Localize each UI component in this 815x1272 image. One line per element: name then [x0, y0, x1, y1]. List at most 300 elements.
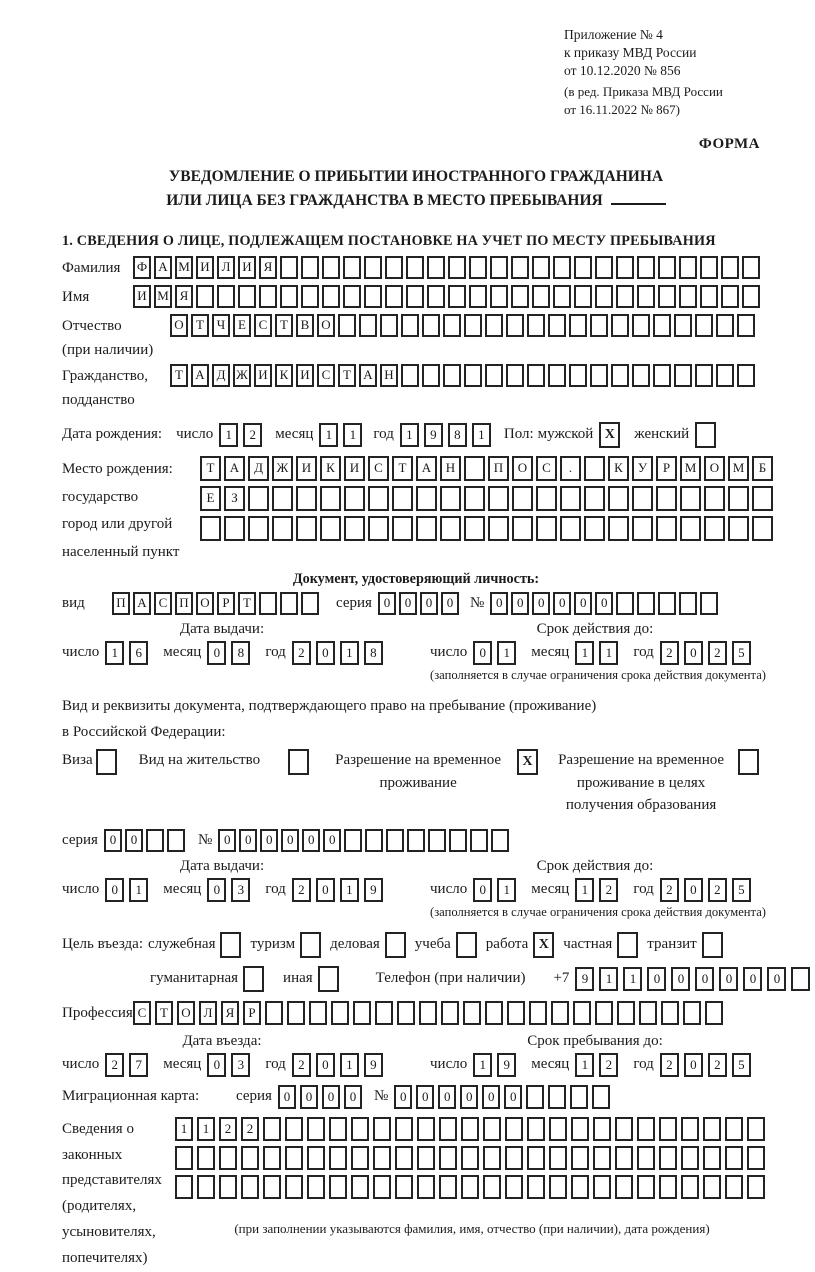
- char-cell[interactable]: 1: [340, 878, 359, 902]
- char-cell[interactable]: [344, 486, 365, 511]
- char-cell[interactable]: [674, 364, 692, 387]
- char-cell[interactable]: В: [296, 314, 314, 337]
- char-cell[interactable]: 2: [599, 878, 618, 902]
- char-cell[interactable]: Т: [238, 592, 256, 615]
- char-cell[interactable]: [416, 486, 437, 511]
- char-cell[interactable]: [716, 314, 734, 337]
- char-cell[interactable]: [301, 285, 319, 308]
- char-cell[interactable]: [329, 1117, 347, 1141]
- char-cell[interactable]: 0: [473, 878, 492, 902]
- char-cell[interactable]: [401, 364, 419, 387]
- char-cell[interactable]: [592, 1085, 610, 1109]
- char-cell[interactable]: А: [416, 456, 437, 481]
- char-cell[interactable]: [659, 1117, 677, 1141]
- char-cell[interactable]: 2: [241, 1117, 259, 1141]
- char-cell[interactable]: Т: [200, 456, 221, 481]
- char-cell[interactable]: И: [296, 456, 317, 481]
- char-cell[interactable]: [617, 1001, 635, 1025]
- char-cell[interactable]: У: [632, 456, 653, 481]
- char-cell[interactable]: [574, 285, 592, 308]
- char-cell[interactable]: [365, 829, 383, 852]
- char-cell[interactable]: [353, 1001, 371, 1025]
- char-cell[interactable]: 1: [129, 878, 148, 902]
- char-cell[interactable]: Ч: [212, 314, 230, 337]
- char-cell[interactable]: [593, 1175, 611, 1199]
- char-cell[interactable]: 5: [732, 641, 751, 665]
- char-cell[interactable]: [505, 1175, 523, 1199]
- char-cell[interactable]: [548, 1085, 566, 1109]
- char-cell[interactable]: [615, 1117, 633, 1141]
- char-cell[interactable]: 0: [553, 592, 571, 615]
- char-cell[interactable]: [461, 1175, 479, 1199]
- char-cell[interactable]: М: [728, 456, 749, 481]
- char-cell[interactable]: [571, 1146, 589, 1170]
- char-cell[interactable]: О: [196, 592, 214, 615]
- char-cell[interactable]: 1: [175, 1117, 193, 1141]
- char-cell[interactable]: [658, 256, 676, 279]
- char-cell[interactable]: 0: [302, 829, 320, 852]
- char-cell[interactable]: М: [154, 285, 172, 308]
- char-cell[interactable]: [422, 364, 440, 387]
- char-cell[interactable]: 0: [490, 592, 508, 615]
- char-cell[interactable]: С: [133, 1001, 151, 1025]
- char-cell[interactable]: [549, 1146, 567, 1170]
- char-cell[interactable]: [506, 364, 524, 387]
- char-cell[interactable]: [238, 285, 256, 308]
- char-cell[interactable]: О: [704, 456, 725, 481]
- char-cell[interactable]: 0: [207, 641, 226, 665]
- char-cell[interactable]: [593, 1117, 611, 1141]
- char-cell[interactable]: [752, 516, 773, 541]
- char-cell[interactable]: [680, 486, 701, 511]
- char-cell[interactable]: О: [177, 1001, 195, 1025]
- char-cell[interactable]: [287, 1001, 305, 1025]
- char-cell[interactable]: [385, 256, 403, 279]
- char-cell[interactable]: С: [536, 456, 557, 481]
- char-cell[interactable]: [469, 285, 487, 308]
- char-cell[interactable]: [590, 364, 608, 387]
- char-cell[interactable]: 5: [732, 1053, 751, 1077]
- char-cell[interactable]: [265, 1001, 283, 1025]
- char-cell[interactable]: [700, 285, 718, 308]
- char-cell[interactable]: А: [359, 364, 377, 387]
- char-cell[interactable]: О: [170, 314, 188, 337]
- char-cell[interactable]: К: [275, 364, 293, 387]
- char-cell[interactable]: 3: [231, 878, 250, 902]
- char-cell[interactable]: [373, 1146, 391, 1170]
- char-cell[interactable]: [680, 516, 701, 541]
- char-cell[interactable]: [483, 1175, 501, 1199]
- char-cell[interactable]: [307, 1117, 325, 1141]
- char-cell[interactable]: И: [196, 256, 214, 279]
- char-cell[interactable]: 1: [340, 641, 359, 665]
- char-cell[interactable]: Р: [656, 456, 677, 481]
- char-cell[interactable]: А: [191, 364, 209, 387]
- char-cell[interactable]: 0: [316, 878, 335, 902]
- char-cell[interactable]: А: [133, 592, 151, 615]
- char-cell[interactable]: [593, 1146, 611, 1170]
- char-cell[interactable]: 0: [511, 592, 529, 615]
- char-cell[interactable]: [632, 364, 650, 387]
- char-cell[interactable]: 0: [323, 829, 341, 852]
- char-cell[interactable]: И: [344, 456, 365, 481]
- char-cell[interactable]: [197, 1146, 215, 1170]
- char-cell[interactable]: 0: [207, 878, 226, 902]
- char-cell[interactable]: [532, 285, 550, 308]
- char-cell[interactable]: Я: [259, 256, 277, 279]
- char-cell[interactable]: [301, 256, 319, 279]
- char-cell[interactable]: [439, 1175, 457, 1199]
- purpose-work-checkbox[interactable]: X: [533, 932, 554, 958]
- char-cell[interactable]: 0: [671, 967, 690, 991]
- char-cell[interactable]: [569, 364, 587, 387]
- char-cell[interactable]: 0: [125, 829, 143, 852]
- char-cell[interactable]: 8: [448, 423, 467, 447]
- char-cell[interactable]: 0: [420, 592, 438, 615]
- char-cell[interactable]: [241, 1146, 259, 1170]
- purpose-private-checkbox[interactable]: [617, 932, 638, 958]
- char-cell[interactable]: [280, 592, 298, 615]
- char-cell[interactable]: [659, 1146, 677, 1170]
- char-cell[interactable]: [571, 1175, 589, 1199]
- char-cell[interactable]: Л: [217, 256, 235, 279]
- char-cell[interactable]: 5: [732, 878, 751, 902]
- char-cell[interactable]: [470, 829, 488, 852]
- char-cell[interactable]: [703, 1175, 721, 1199]
- char-cell[interactable]: [392, 486, 413, 511]
- char-cell[interactable]: [241, 1175, 259, 1199]
- purpose-other-checkbox[interactable]: [318, 966, 339, 992]
- char-cell[interactable]: 1: [599, 641, 618, 665]
- char-cell[interactable]: [385, 285, 403, 308]
- char-cell[interactable]: [595, 1001, 613, 1025]
- char-cell[interactable]: 2: [660, 1053, 679, 1077]
- char-cell[interactable]: 1: [575, 878, 594, 902]
- char-cell[interactable]: [320, 486, 341, 511]
- char-cell[interactable]: Б: [752, 456, 773, 481]
- char-cell[interactable]: 6: [129, 641, 148, 665]
- char-cell[interactable]: [584, 456, 605, 481]
- temp-residence-edu-checkbox[interactable]: [738, 749, 759, 775]
- char-cell[interactable]: [301, 592, 319, 615]
- char-cell[interactable]: [217, 285, 235, 308]
- char-cell[interactable]: З: [224, 486, 245, 511]
- char-cell[interactable]: 0: [574, 592, 592, 615]
- char-cell[interactable]: 1: [472, 423, 491, 447]
- char-cell[interactable]: [595, 285, 613, 308]
- purpose-study-checkbox[interactable]: [456, 932, 477, 958]
- char-cell[interactable]: [703, 1117, 721, 1141]
- char-cell[interactable]: 0: [684, 1053, 703, 1077]
- char-cell[interactable]: [338, 314, 356, 337]
- char-cell[interactable]: [527, 1117, 545, 1141]
- char-cell[interactable]: 0: [322, 1085, 340, 1109]
- char-cell[interactable]: И: [133, 285, 151, 308]
- char-cell[interactable]: [416, 516, 437, 541]
- char-cell[interactable]: [752, 486, 773, 511]
- char-cell[interactable]: [679, 285, 697, 308]
- char-cell[interactable]: [616, 592, 634, 615]
- char-cell[interactable]: [344, 829, 362, 852]
- char-cell[interactable]: 0: [207, 1053, 226, 1077]
- char-cell[interactable]: [307, 1146, 325, 1170]
- char-cell[interactable]: [560, 516, 581, 541]
- char-cell[interactable]: [272, 486, 293, 511]
- char-cell[interactable]: [695, 314, 713, 337]
- char-cell[interactable]: [483, 1146, 501, 1170]
- char-cell[interactable]: 8: [364, 641, 383, 665]
- char-cell[interactable]: [296, 516, 317, 541]
- char-cell[interactable]: [527, 314, 545, 337]
- char-cell[interactable]: 1: [575, 1053, 594, 1077]
- temp-residence-checkbox[interactable]: X: [517, 749, 538, 775]
- char-cell[interactable]: [386, 829, 404, 852]
- char-cell[interactable]: [417, 1146, 435, 1170]
- char-cell[interactable]: [637, 285, 655, 308]
- char-cell[interactable]: 0: [416, 1085, 434, 1109]
- char-cell[interactable]: [505, 1146, 523, 1170]
- char-cell[interactable]: [419, 1001, 437, 1025]
- char-cell[interactable]: [573, 1001, 591, 1025]
- char-cell[interactable]: 0: [218, 829, 236, 852]
- char-cell[interactable]: П: [112, 592, 130, 615]
- char-cell[interactable]: 0: [239, 829, 257, 852]
- char-cell[interactable]: [309, 1001, 327, 1025]
- char-cell[interactable]: 0: [300, 1085, 318, 1109]
- char-cell[interactable]: [219, 1146, 237, 1170]
- char-cell[interactable]: .: [560, 456, 581, 481]
- char-cell[interactable]: [512, 486, 533, 511]
- char-cell[interactable]: [511, 285, 529, 308]
- char-cell[interactable]: 2: [708, 878, 727, 902]
- char-cell[interactable]: [175, 1175, 193, 1199]
- char-cell[interactable]: 0: [316, 1053, 335, 1077]
- char-cell[interactable]: [716, 364, 734, 387]
- purpose-humanitarian-checkbox[interactable]: [243, 966, 264, 992]
- char-cell[interactable]: [658, 285, 676, 308]
- char-cell[interactable]: [549, 1117, 567, 1141]
- char-cell[interactable]: [488, 516, 509, 541]
- char-cell[interactable]: [448, 285, 466, 308]
- char-cell[interactable]: [571, 1117, 589, 1141]
- char-cell[interactable]: П: [175, 592, 193, 615]
- char-cell[interactable]: Т: [275, 314, 293, 337]
- char-cell[interactable]: [679, 592, 697, 615]
- char-cell[interactable]: С: [254, 314, 272, 337]
- char-cell[interactable]: [464, 364, 482, 387]
- char-cell[interactable]: С: [317, 364, 335, 387]
- char-cell[interactable]: [569, 314, 587, 337]
- char-cell[interactable]: [491, 829, 509, 852]
- char-cell[interactable]: [505, 1117, 523, 1141]
- char-cell[interactable]: [406, 285, 424, 308]
- char-cell[interactable]: 0: [438, 1085, 456, 1109]
- char-cell[interactable]: А: [224, 456, 245, 481]
- char-cell[interactable]: [219, 1175, 237, 1199]
- char-cell[interactable]: [448, 256, 466, 279]
- char-cell[interactable]: 1: [575, 641, 594, 665]
- char-cell[interactable]: Т: [170, 364, 188, 387]
- male-checkbox[interactable]: X: [599, 422, 620, 448]
- char-cell[interactable]: [373, 1117, 391, 1141]
- char-cell[interactable]: 9: [575, 967, 594, 991]
- char-cell[interactable]: И: [296, 364, 314, 387]
- char-cell[interactable]: Ф: [133, 256, 151, 279]
- char-cell[interactable]: 0: [684, 878, 703, 902]
- char-cell[interactable]: 0: [278, 1085, 296, 1109]
- char-cell[interactable]: [549, 1175, 567, 1199]
- char-cell[interactable]: Т: [338, 364, 356, 387]
- char-cell[interactable]: [197, 1175, 215, 1199]
- char-cell[interactable]: 2: [219, 1117, 237, 1141]
- char-cell[interactable]: 0: [695, 967, 714, 991]
- char-cell[interactable]: [791, 967, 810, 991]
- char-cell[interactable]: [506, 314, 524, 337]
- char-cell[interactable]: [439, 1117, 457, 1141]
- char-cell[interactable]: 0: [378, 592, 396, 615]
- char-cell[interactable]: [485, 364, 503, 387]
- char-cell[interactable]: 0: [767, 967, 786, 991]
- char-cell[interactable]: [373, 1175, 391, 1199]
- char-cell[interactable]: [590, 314, 608, 337]
- char-cell[interactable]: [611, 314, 629, 337]
- char-cell[interactable]: [461, 1146, 479, 1170]
- char-cell[interactable]: [584, 516, 605, 541]
- char-cell[interactable]: [616, 256, 634, 279]
- char-cell[interactable]: [737, 314, 755, 337]
- char-cell[interactable]: [443, 314, 461, 337]
- char-cell[interactable]: Л: [199, 1001, 217, 1025]
- char-cell[interactable]: [553, 256, 571, 279]
- char-cell[interactable]: [695, 364, 713, 387]
- char-cell[interactable]: 0: [460, 1085, 478, 1109]
- char-cell[interactable]: 0: [719, 967, 738, 991]
- char-cell[interactable]: 2: [292, 878, 311, 902]
- char-cell[interactable]: [704, 486, 725, 511]
- char-cell[interactable]: [464, 516, 485, 541]
- char-cell[interactable]: [637, 1175, 655, 1199]
- char-cell[interactable]: [407, 829, 425, 852]
- char-cell[interactable]: Р: [217, 592, 235, 615]
- char-cell[interactable]: [417, 1175, 435, 1199]
- visa-checkbox[interactable]: [96, 749, 117, 775]
- char-cell[interactable]: [536, 486, 557, 511]
- char-cell[interactable]: 2: [292, 1053, 311, 1077]
- char-cell[interactable]: [679, 256, 697, 279]
- char-cell[interactable]: [527, 1146, 545, 1170]
- char-cell[interactable]: [464, 314, 482, 337]
- char-cell[interactable]: [725, 1175, 743, 1199]
- char-cell[interactable]: [615, 1175, 633, 1199]
- char-cell[interactable]: [656, 486, 677, 511]
- char-cell[interactable]: 0: [344, 1085, 362, 1109]
- char-cell[interactable]: [427, 256, 445, 279]
- char-cell[interactable]: 1: [340, 1053, 359, 1077]
- char-cell[interactable]: [307, 1175, 325, 1199]
- char-cell[interactable]: [637, 1146, 655, 1170]
- char-cell[interactable]: 2: [660, 878, 679, 902]
- char-cell[interactable]: Т: [155, 1001, 173, 1025]
- char-cell[interactable]: [200, 516, 221, 541]
- char-cell[interactable]: [725, 1146, 743, 1170]
- char-cell[interactable]: 9: [364, 878, 383, 902]
- char-cell[interactable]: [296, 486, 317, 511]
- char-cell[interactable]: 2: [599, 1053, 618, 1077]
- char-cell[interactable]: 0: [473, 641, 492, 665]
- char-cell[interactable]: [428, 829, 446, 852]
- char-cell[interactable]: [747, 1175, 765, 1199]
- char-cell[interactable]: [259, 285, 277, 308]
- char-cell[interactable]: [611, 364, 629, 387]
- char-cell[interactable]: [553, 285, 571, 308]
- char-cell[interactable]: [329, 1175, 347, 1199]
- char-cell[interactable]: [368, 516, 389, 541]
- char-cell[interactable]: Ж: [233, 364, 251, 387]
- char-cell[interactable]: [725, 1117, 743, 1141]
- char-cell[interactable]: [368, 486, 389, 511]
- char-cell[interactable]: 8: [231, 641, 250, 665]
- char-cell[interactable]: 0: [316, 641, 335, 665]
- char-cell[interactable]: 0: [595, 592, 613, 615]
- female-checkbox[interactable]: [695, 422, 716, 448]
- char-cell[interactable]: 1: [497, 878, 516, 902]
- char-cell[interactable]: [359, 314, 377, 337]
- char-cell[interactable]: 9: [424, 423, 443, 447]
- char-cell[interactable]: [395, 1175, 413, 1199]
- char-cell[interactable]: [364, 285, 382, 308]
- char-cell[interactable]: [406, 256, 424, 279]
- char-cell[interactable]: С: [368, 456, 389, 481]
- char-cell[interactable]: [527, 1175, 545, 1199]
- char-cell[interactable]: О: [512, 456, 533, 481]
- char-cell[interactable]: 0: [399, 592, 417, 615]
- char-cell[interactable]: [637, 592, 655, 615]
- char-cell[interactable]: [728, 516, 749, 541]
- char-cell[interactable]: [364, 256, 382, 279]
- char-cell[interactable]: [488, 486, 509, 511]
- char-cell[interactable]: С: [154, 592, 172, 615]
- char-cell[interactable]: [395, 1117, 413, 1141]
- char-cell[interactable]: [507, 1001, 525, 1025]
- char-cell[interactable]: [658, 592, 676, 615]
- char-cell[interactable]: [351, 1175, 369, 1199]
- char-cell[interactable]: 3: [231, 1053, 250, 1077]
- char-cell[interactable]: [272, 516, 293, 541]
- char-cell[interactable]: Ж: [272, 456, 293, 481]
- char-cell[interactable]: [560, 486, 581, 511]
- char-cell[interactable]: 2: [105, 1053, 124, 1077]
- residence-permit-checkbox[interactable]: [288, 749, 309, 775]
- char-cell[interactable]: 1: [599, 967, 618, 991]
- char-cell[interactable]: Д: [248, 456, 269, 481]
- char-cell[interactable]: [548, 364, 566, 387]
- char-cell[interactable]: [343, 256, 361, 279]
- char-cell[interactable]: [461, 1117, 479, 1141]
- char-cell[interactable]: [441, 1001, 459, 1025]
- char-cell[interactable]: [700, 256, 718, 279]
- char-cell[interactable]: [331, 1001, 349, 1025]
- char-cell[interactable]: 2: [292, 641, 311, 665]
- char-cell[interactable]: [721, 285, 739, 308]
- char-cell[interactable]: [747, 1146, 765, 1170]
- char-cell[interactable]: А: [154, 256, 172, 279]
- char-cell[interactable]: [248, 486, 269, 511]
- purpose-tourism-checkbox[interactable]: [300, 932, 321, 958]
- char-cell[interactable]: [639, 1001, 657, 1025]
- char-cell[interactable]: М: [175, 256, 193, 279]
- char-cell[interactable]: [280, 285, 298, 308]
- char-cell[interactable]: 1: [197, 1117, 215, 1141]
